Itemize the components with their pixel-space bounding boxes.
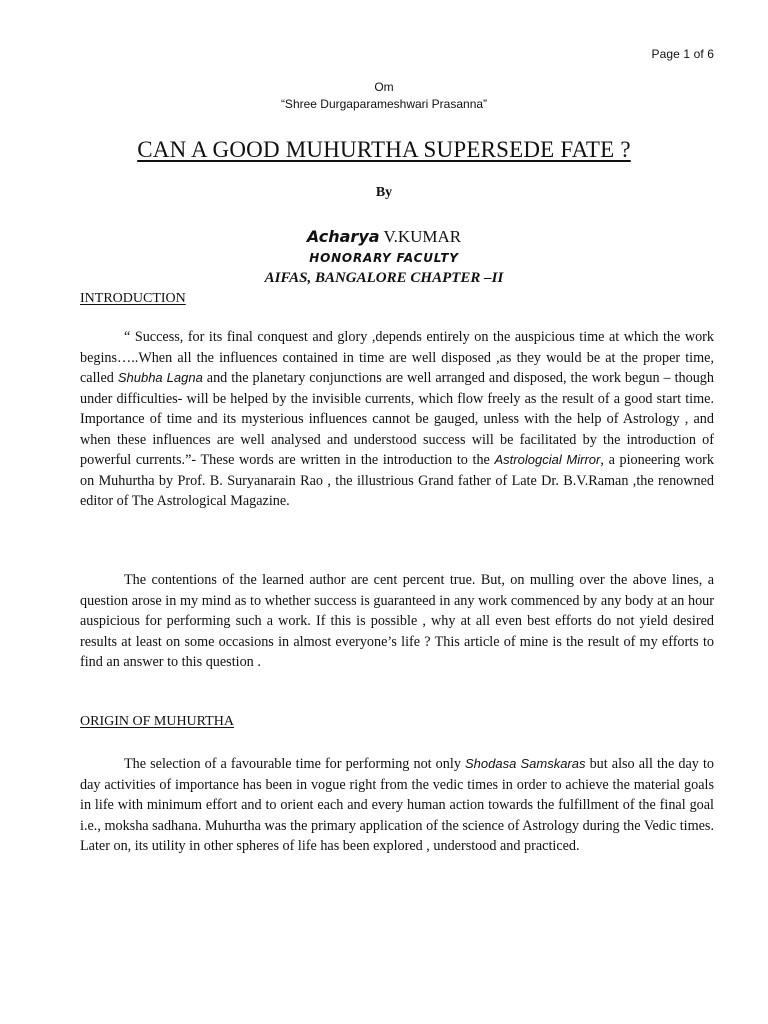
paragraph-text: The contentions of the learned author are cent percent true. But, on mulling over the above lines, a question arose in my mind as to whether success is guaranteed in any work commenced by any body at an hour auspicious for performing such a work. If this is possible , why at all even best efforts do not yield desired results at least on some occasions in almost everyone’s life ? This article of mine is the result of my efforts to find an answer to this question . (80, 572, 714, 670)
book-title-astrological-mirror: Astrologcial Mirror (494, 452, 601, 467)
section-heading-origin-of-muhurtha: ORIGIN OF MUHURTHA (80, 714, 234, 729)
introduction-paragraph-2 (80, 570, 714, 673)
page-number: Page 1 of 6 (651, 47, 714, 61)
invocation-blessing: “Shree Durgaparameshwari Prasanna” (280, 97, 488, 111)
paragraph-text: and the planetary conjunctions are well arranged and disposed, the work begun – though under difficulties- will be helped by the invisible currents, which flow freely as the result of a good start time. Importance of time and its mysterious influences cannot be gauged, unless with the help of Astrology , and when these influences are well analysed and understood success will be facilitated by the introduction of powerful currents.”- These words are written in the introduction to the (80, 370, 714, 468)
byline-by: By (375, 185, 393, 200)
paragraph-text: , a pioneering work on Muhurtha by Prof. B. Suryanarain Rao , the illustrious Grand father of Late Dr. B.V.Raman ,the renowned editor of The Astrological Magazine. (80, 452, 714, 509)
author-honorific: Acharya (306, 227, 380, 246)
paragraph-text: but also all the day to day activities of importance has been in vogue right from the vedic times in order to achieve the material goals in life with minimum effort and to orient each and every human action towards the fulfillment of the final goal i.e., moksha sadhana. Muhurtha was the primary application of the science of Astrology during the Vedic times. Later on, its utility in other spheres of life has been explored , understood and practiced. (80, 756, 714, 854)
author-affiliation: AIFAS, BANGALORE CHAPTER –II (264, 270, 504, 286)
author-name: V.KUMAR (379, 227, 462, 246)
document-title: CAN A GOOD MUHURTHA SUPERSEDE FATE ? (137, 137, 631, 162)
paragraph-text: “ Success, for its final conquest and glory ,depends entirely on the auspicious time at which the work begins…..When all the influences contained in time are well disposed ,as they would be at the proper time, called (80, 329, 714, 386)
paragraph-text: The selection of a favourable time for performing not only (124, 756, 465, 772)
term-shubha-lagna: Shubha Lagna (117, 370, 203, 385)
author-position: HONORARY FACULTY (309, 251, 459, 265)
origin-paragraph-1 (80, 754, 714, 857)
term-shodasa-samskaras: Shodasa Samskaras (465, 756, 586, 771)
invocation-om: Om (374, 80, 394, 94)
author-line (0, 227, 768, 247)
section-heading-introduction: INTRODUCTION (80, 291, 186, 306)
introduction-paragraph-1 (80, 327, 714, 512)
